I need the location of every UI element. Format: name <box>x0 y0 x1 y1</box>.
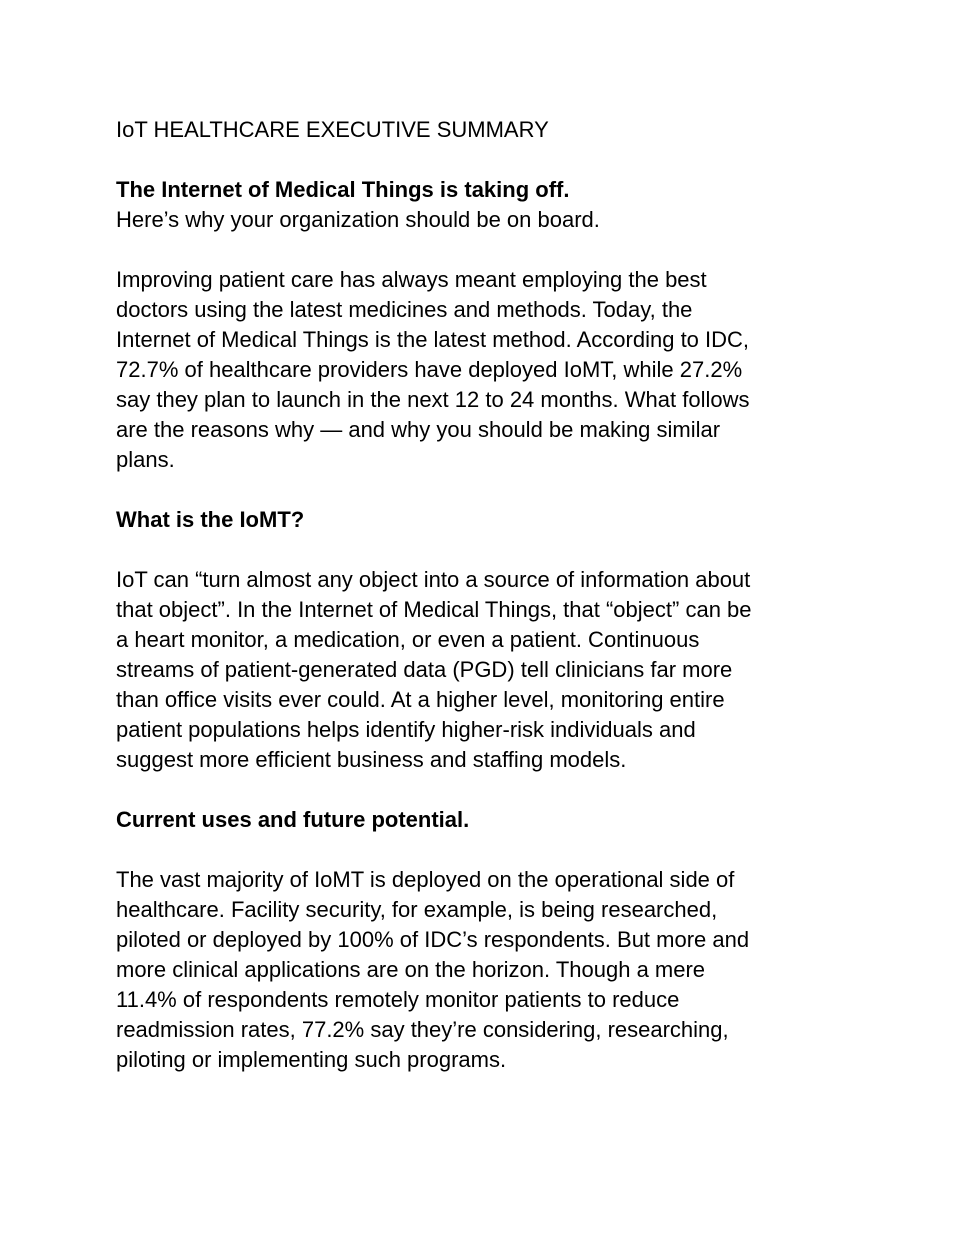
paragraph-line: say they plan to launch in the next 12 to 24 months. What follows <box>116 387 750 412</box>
paragraph-line: a heart monitor, a medication, or even a patient. Continuous <box>116 627 700 652</box>
section-heading-current-uses: Current uses and future potential. <box>116 807 470 832</box>
intro-paragraph <box>116 265 870 475</box>
paragraph-line: suggest more efficient business and staffing models. <box>116 747 627 772</box>
paragraph-line: streams of patient-generated data (PGD) tell clinicians far more <box>116 657 733 682</box>
intro-subheadline: Here’s why your organization should be on board. <box>116 207 600 232</box>
paragraph-line: 72.7% of healthcare providers have deployed IoMT, while 27.2% <box>116 357 743 382</box>
paragraph-line: that object”. In the Internet of Medical Things, that “object” can be <box>116 597 752 622</box>
paragraph-line: plans. <box>116 447 175 472</box>
paragraph-line: Internet of Medical Things is the latest method. According to IDC, <box>116 327 750 352</box>
paragraph-line: than office visits ever could. At a higher level, monitoring entire <box>116 687 725 712</box>
paragraph-line: 11.4% of respondents remotely monitor patients to reduce <box>116 987 680 1012</box>
paragraph-line: piloting or implementing such programs. <box>116 1047 507 1072</box>
section-heading-what-is-the-iomt: What is the IoMT? <box>116 507 305 532</box>
paragraph-line: Improving patient care has always meant employing the best <box>116 267 707 292</box>
section-paragraph-what-is-the-iomt <box>116 565 870 775</box>
paragraph-line: readmission rates, 77.2% say they’re considering, researching, <box>116 1017 729 1042</box>
blank-line <box>116 145 870 175</box>
blank-line <box>116 235 870 265</box>
blank-line <box>116 835 870 865</box>
blank-line <box>116 775 870 805</box>
paragraph-line: The vast majority of IoMT is deployed on the operational side of <box>116 867 735 892</box>
blank-line <box>116 475 870 505</box>
paragraph-line: piloted or deployed by 100% of IDC’s respondents. But more and <box>116 927 750 952</box>
paragraph-line: more clinical applications are on the horizon. Though a mere <box>116 957 706 982</box>
paragraph-line: doctors using the latest medicines and methods. Today, the <box>116 297 693 322</box>
paragraph-line: IoT can “turn almost any object into a source of information about <box>116 567 751 592</box>
document-title: IoT HEALTHCARE EXECUTIVE SUMMARY <box>116 117 549 142</box>
paragraph-line: patient populations helps identify higher-risk individuals and <box>116 717 696 742</box>
intro-headline: The Internet of Medical Things is taking off. <box>116 177 570 202</box>
paragraph-line: are the reasons why — and why you should be making similar <box>116 417 721 442</box>
paragraph-line: healthcare. Facility security, for example, is being researched, <box>116 897 718 922</box>
section-paragraph-current-uses <box>116 865 870 1075</box>
blank-line <box>116 535 870 565</box>
